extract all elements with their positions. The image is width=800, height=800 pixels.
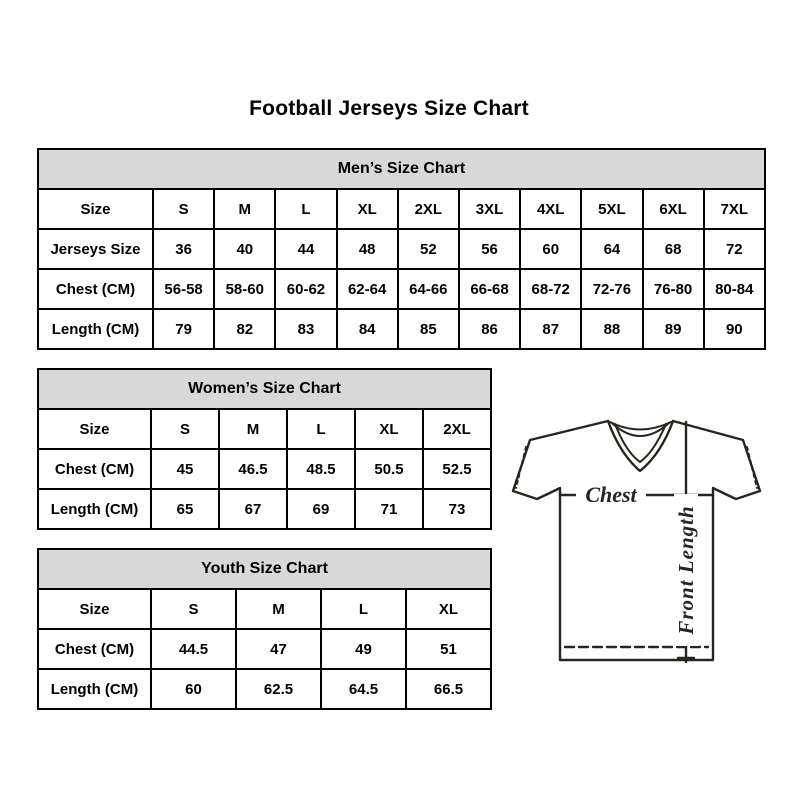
value-cell: S bbox=[153, 189, 214, 229]
value-cell: 52 bbox=[398, 229, 459, 269]
mens-size-table bbox=[37, 148, 766, 350]
value-cell: 66-68 bbox=[459, 269, 520, 309]
value-cell: 51 bbox=[406, 629, 491, 669]
table-title: Men’s Size Chart bbox=[38, 149, 765, 189]
value-cell: 62-64 bbox=[337, 269, 398, 309]
table-row bbox=[38, 669, 491, 709]
value-cell: L bbox=[287, 409, 355, 449]
table-title: Women’s Size Chart bbox=[38, 369, 491, 409]
value-cell: 44 bbox=[275, 229, 336, 269]
value-cell: 36 bbox=[153, 229, 214, 269]
row-label-cell: Chest (CM) bbox=[38, 449, 151, 489]
value-cell: 89 bbox=[643, 309, 704, 349]
value-cell: S bbox=[151, 589, 236, 629]
value-cell: 80-84 bbox=[704, 269, 765, 309]
table-title: Youth Size Chart bbox=[38, 549, 491, 589]
table-row bbox=[38, 629, 491, 669]
value-cell: XL bbox=[355, 409, 423, 449]
value-cell: 85 bbox=[398, 309, 459, 349]
row-label-cell: Size bbox=[38, 409, 151, 449]
value-cell: 67 bbox=[219, 489, 287, 529]
value-cell: M bbox=[236, 589, 321, 629]
value-cell: 64-66 bbox=[398, 269, 459, 309]
value-cell: 56 bbox=[459, 229, 520, 269]
value-cell: XL bbox=[406, 589, 491, 629]
table-row bbox=[38, 229, 765, 269]
table-row bbox=[38, 589, 491, 629]
value-cell: 45 bbox=[151, 449, 219, 489]
value-cell: 71 bbox=[355, 489, 423, 529]
value-cell: 87 bbox=[520, 309, 581, 349]
value-cell: 60-62 bbox=[275, 269, 336, 309]
table-row bbox=[38, 309, 765, 349]
value-cell: S bbox=[151, 409, 219, 449]
row-label-cell: Chest (CM) bbox=[38, 629, 151, 669]
value-cell: 47 bbox=[236, 629, 321, 669]
value-cell: 44.5 bbox=[151, 629, 236, 669]
table-row bbox=[38, 409, 491, 449]
value-cell: 50.5 bbox=[355, 449, 423, 489]
row-label-cell: Chest (CM) bbox=[38, 269, 153, 309]
row-label-cell: Jerseys Size bbox=[38, 229, 153, 269]
value-cell: 73 bbox=[423, 489, 491, 529]
value-cell: L bbox=[321, 589, 406, 629]
value-cell: 72 bbox=[704, 229, 765, 269]
value-cell: 72-76 bbox=[581, 269, 642, 309]
value-cell: 5XL bbox=[581, 189, 642, 229]
value-cell: 48.5 bbox=[287, 449, 355, 489]
value-cell: 2XL bbox=[423, 409, 491, 449]
jersey-measurement-diagram bbox=[504, 402, 769, 674]
value-cell: 6XL bbox=[643, 189, 704, 229]
value-cell: 7XL bbox=[704, 189, 765, 229]
value-cell: 88 bbox=[581, 309, 642, 349]
value-cell: 68 bbox=[643, 229, 704, 269]
value-cell: M bbox=[219, 409, 287, 449]
value-cell: 69 bbox=[287, 489, 355, 529]
value-cell: 64 bbox=[581, 229, 642, 269]
womens-size-table bbox=[37, 368, 492, 530]
value-cell: 83 bbox=[275, 309, 336, 349]
value-cell: 68-72 bbox=[520, 269, 581, 309]
value-cell: 40 bbox=[214, 229, 275, 269]
jersey-diagram-svg bbox=[504, 402, 769, 674]
value-cell: 86 bbox=[459, 309, 520, 349]
right-sleeve-dash-seam bbox=[747, 447, 757, 488]
front-length-label: Front Length bbox=[674, 505, 698, 635]
chest-label: Chest bbox=[585, 482, 637, 507]
table-row bbox=[38, 189, 765, 229]
value-cell: 60 bbox=[151, 669, 236, 709]
value-cell: 46.5 bbox=[219, 449, 287, 489]
value-cell: 64.5 bbox=[321, 669, 406, 709]
row-label-cell: Size bbox=[38, 589, 151, 629]
value-cell: 76-80 bbox=[643, 269, 704, 309]
table-row bbox=[38, 489, 491, 529]
value-cell: 79 bbox=[153, 309, 214, 349]
table-row bbox=[38, 449, 491, 489]
row-label-cell: Length (CM) bbox=[38, 489, 151, 529]
row-label-cell: Length (CM) bbox=[38, 309, 153, 349]
row-label-cell: Length (CM) bbox=[38, 669, 151, 709]
value-cell: 65 bbox=[151, 489, 219, 529]
value-cell: M bbox=[214, 189, 275, 229]
value-cell: 52.5 bbox=[423, 449, 491, 489]
value-cell: 56-58 bbox=[153, 269, 214, 309]
value-cell: 48 bbox=[337, 229, 398, 269]
row-label-cell: Size bbox=[38, 189, 153, 229]
value-cell: 60 bbox=[520, 229, 581, 269]
value-cell: 90 bbox=[704, 309, 765, 349]
value-cell: 82 bbox=[214, 309, 275, 349]
value-cell: L bbox=[275, 189, 336, 229]
value-cell: 66.5 bbox=[406, 669, 491, 709]
youth-size-table bbox=[37, 548, 492, 710]
value-cell: XL bbox=[337, 189, 398, 229]
value-cell: 84 bbox=[337, 309, 398, 349]
value-cell: 2XL bbox=[398, 189, 459, 229]
value-cell: 62.5 bbox=[236, 669, 321, 709]
left-sleeve-dash-seam bbox=[516, 447, 526, 488]
value-cell: 58-60 bbox=[214, 269, 275, 309]
value-cell: 3XL bbox=[459, 189, 520, 229]
table-row bbox=[38, 269, 765, 309]
page-title: Football Jerseys Size Chart bbox=[249, 97, 529, 120]
value-cell: 4XL bbox=[520, 189, 581, 229]
jersey-outline bbox=[513, 421, 760, 660]
value-cell: 49 bbox=[321, 629, 406, 669]
